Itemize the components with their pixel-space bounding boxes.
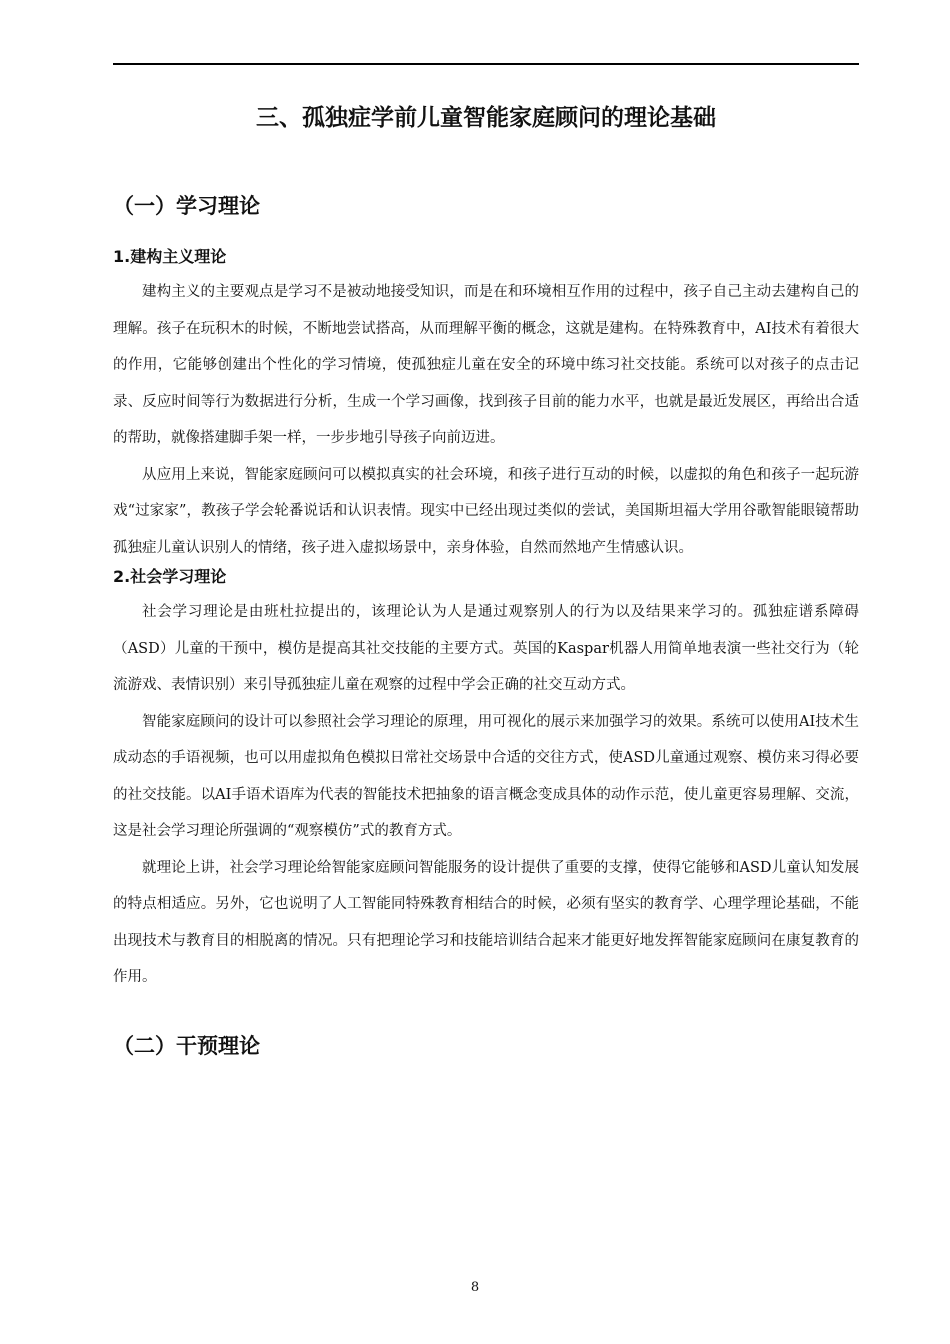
paragraph: 从应用上来说，智能家庭顾问可以模拟真实的社会环境，和孩子进行互动的时候，以虚拟的角色和孩子一起玩游戏“过家家”，教孩子学会轮番说话和认识表情。现实中已经出现过类似的尝试，美国斯坦福大学用谷歌智能眼镜帮助孤独症儿童认识别人的情绪，孩子进入虚拟场景中，亲身体验，自然而然地产生情感认识。	[113, 466, 859, 556]
page-number: 8	[470, 1280, 480, 1295]
paragraph: 社会学习理论是由班杜拉提出的，该理论认为人是通过观察别人的行为以及结果来学习的。孤独症谱系障碍（ASD）儿童的干预中，模仿是提高其社交技能的主要方式。英国的Kaspar机器人用简单地表演一些社交行为（轮流游戏、表情识别）来引导孤独症儿童在观察的过程中学会正确的社交互动方式。	[113, 604, 859, 693]
subsection-heading-constructivism: 1.建构主义理论	[113, 247, 227, 266]
section-heading-intervention-theory: （二）干预理论	[113, 1033, 260, 1058]
section-heading-learning-theory: （一）学习理论	[113, 194, 260, 218]
header-rule	[113, 63, 859, 65]
subsection-heading-social-learning: 2.社会学习理论	[113, 567, 227, 586]
paragraph: 建构主义的主要观点是学习不是被动地接受知识，而是在和环境相互作用的过程中，孩子自己主动去建构自己的理解。孩子在玩积木的时候，不断地尝试搭高，从而理解平衡的概念，这就是建构。在特殊教育中，AI技术有着很大的作用，它能够创建出个性化的学习情境，使孤独症儿童在安全的环境中练习社交技能。系统可以对孩子的点击记录、反应时间等行为数据进行分析，生成一个学习画像，找到孩子目前的能力水平，也就是最近发展区，再给出合适的帮助，就像搭建脚手架一样，一步步地引导孩子向前迈进。	[113, 284, 859, 446]
chapter-title: 三、孤独症学前儿童智能家庭顾问的理论基础	[256, 105, 716, 131]
paragraph: 就理论上讲，社会学习理论给智能家庭顾问智能服务的设计提供了重要的支撑，使得它能够和ASD儿童认知发展的特点相适应。另外，它也说明了人工智能同特殊教育相结合的时候，必须有坚实的教育学、心理学理论基础，不能出现技术与教育目的相脱离的情况。只有把理论学习和技能培训结合起来才能更好地发挥智能家庭顾问在康复教育的作用。	[113, 859, 859, 985]
paragraph: 智能家庭顾问的设计可以参照社会学习理论的原理，用可视化的展示来加强学习的效果。系统可以使用AI技术生成动态的手语视频，也可以用虚拟角色模拟日常社交场景中合适的交往方式，使ASD儿童通过观察、模仿来习得必要的社交技能。以AI手语术语库为代表的智能技术把抽象的语言概念变成具体的动作示范，使儿童更容易理解、交流，这是社会学习理论所强调的“观察模仿”式的教育方式。	[113, 713, 859, 839]
document-body	[113, 100, 859, 1062]
